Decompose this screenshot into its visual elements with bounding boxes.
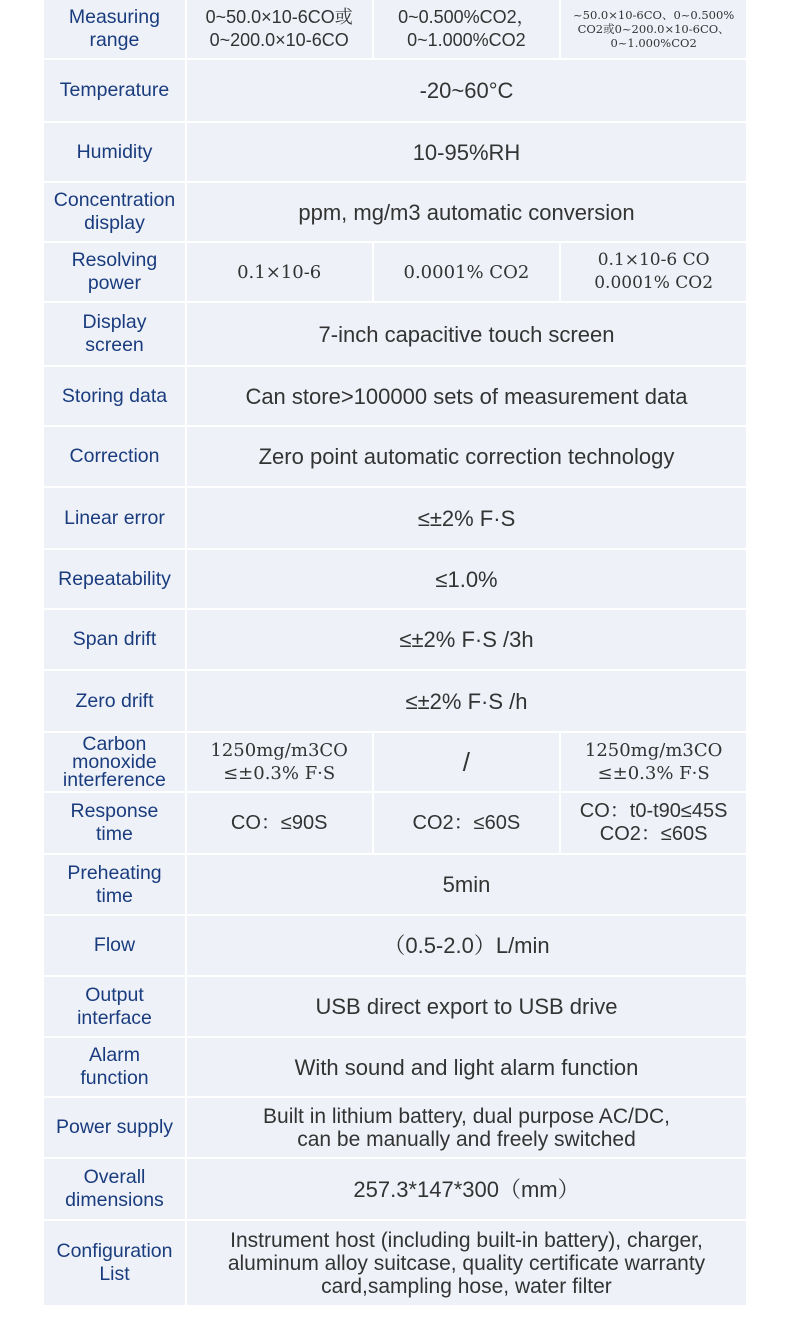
row-carbon-monoxide-interference [44,733,746,791]
value-cell: 0~50.0×10-6CO或 0~200.0×10-6CO [187,0,372,58]
value-cell: 0~0.500%CO2， 0~1.000%CO2 [374,0,560,58]
row-humidity [44,123,746,181]
row-label: Overall dimensions [44,1159,185,1219]
value-cell: CO：t0-t90≤45S CO2：≤60S [561,793,746,853]
value-cell: 0.1×10-6 CO 0.0001% CO2 [561,243,746,301]
value-cell: Instrument host (including built-in battery), charger, aluminum alloy suitcase, quality certificate warranty card,sampling hose, water filter [187,1221,746,1305]
row-output-interface [44,977,746,1036]
row-flow [44,916,746,975]
row-label: Temperature [44,60,185,121]
value-cell: ≤1.0% [187,550,746,608]
row-label: Concentration display [44,183,185,241]
row-zero-drift [44,671,746,731]
value-cell: USB direct export to USB drive [187,977,746,1036]
row-response-time [44,793,746,853]
value-cell: （0.5-2.0）L/min [187,916,746,975]
value-cell: 10-95%RH [187,123,746,181]
value-cell: Can store>100000 sets of measurement data [187,367,746,425]
row-correction [44,427,746,486]
row-power-supply [44,1098,746,1157]
row-label: Storing data [44,367,185,425]
value-cell: 1250mg/m3CO ≤±0.3% F·S [187,733,372,791]
row-label: Resolving power [44,243,185,301]
value-cell: ≤±2% F·S [187,488,746,548]
row-label: Output interface [44,977,185,1036]
value-cell: 5min [187,855,746,914]
row-concentration-display [44,183,746,241]
row-overall-dimensions [44,1159,746,1219]
value-cell: 0.0001% CO2 [374,243,560,301]
row-display-screen [44,303,746,365]
row-label: Alarm function [44,1038,185,1096]
row-label: Zero drift [44,671,185,731]
row-temperature [44,60,746,121]
row-label: Display screen [44,303,185,365]
value-cell: ~50.0×10-6CO、0~0.500% CO2或0~200.0×10-6CO、 0~1.000%CO2 [561,0,746,58]
value-cell: CO2：≤60S [374,793,560,853]
value-cell: 1250mg/m3CO ≤±0.3% F·S [561,733,746,791]
row-preheating-time [44,855,746,914]
row-label: Span drift [44,610,185,669]
value-cell: / [374,733,560,791]
row-linear-error [44,488,746,548]
row-label: Response time [44,793,185,853]
row-label: Preheating time [44,855,185,914]
row-storing-data [44,367,746,425]
row-resolving-power [44,243,746,301]
row-repeatability [44,550,746,608]
value-cell: 257.3*147*300（mm） [187,1159,746,1219]
value-cell: -20~60°C [187,60,746,121]
value-cell: 0.1×10-6 [187,243,372,301]
row-label: Configuration List [44,1221,185,1305]
value-cell: CO：≤90S [187,793,372,853]
row-measuring-range [44,0,746,58]
value-cell: Built in lithium battery, dual purpose AC/DC, can be manually and freely switched [187,1098,746,1157]
row-span-drift [44,610,746,669]
row-label: Measuring range [44,0,185,58]
value-cell: With sound and light alarm function [187,1038,746,1096]
value-cell: ≤±2% F·S /3h [187,610,746,669]
value-cell: ≤±2% F·S /h [187,671,746,731]
value-cell: 7-inch capacitive touch screen [187,303,746,365]
row-label: Linear error [44,488,185,548]
row-label: Power supply [44,1098,185,1157]
row-alarm-function [44,1038,746,1096]
row-configuration-list [44,1221,746,1305]
row-label: Repeatability [44,550,185,608]
value-cell: Zero point automatic correction technology [187,427,746,486]
row-label: Correction [44,427,185,486]
row-label: Humidity [44,123,185,181]
row-label: Flow [44,916,185,975]
value-cell: ppm, mg/m3 automatic conversion [187,183,746,241]
row-label: Carbon monoxide interference [44,733,185,791]
